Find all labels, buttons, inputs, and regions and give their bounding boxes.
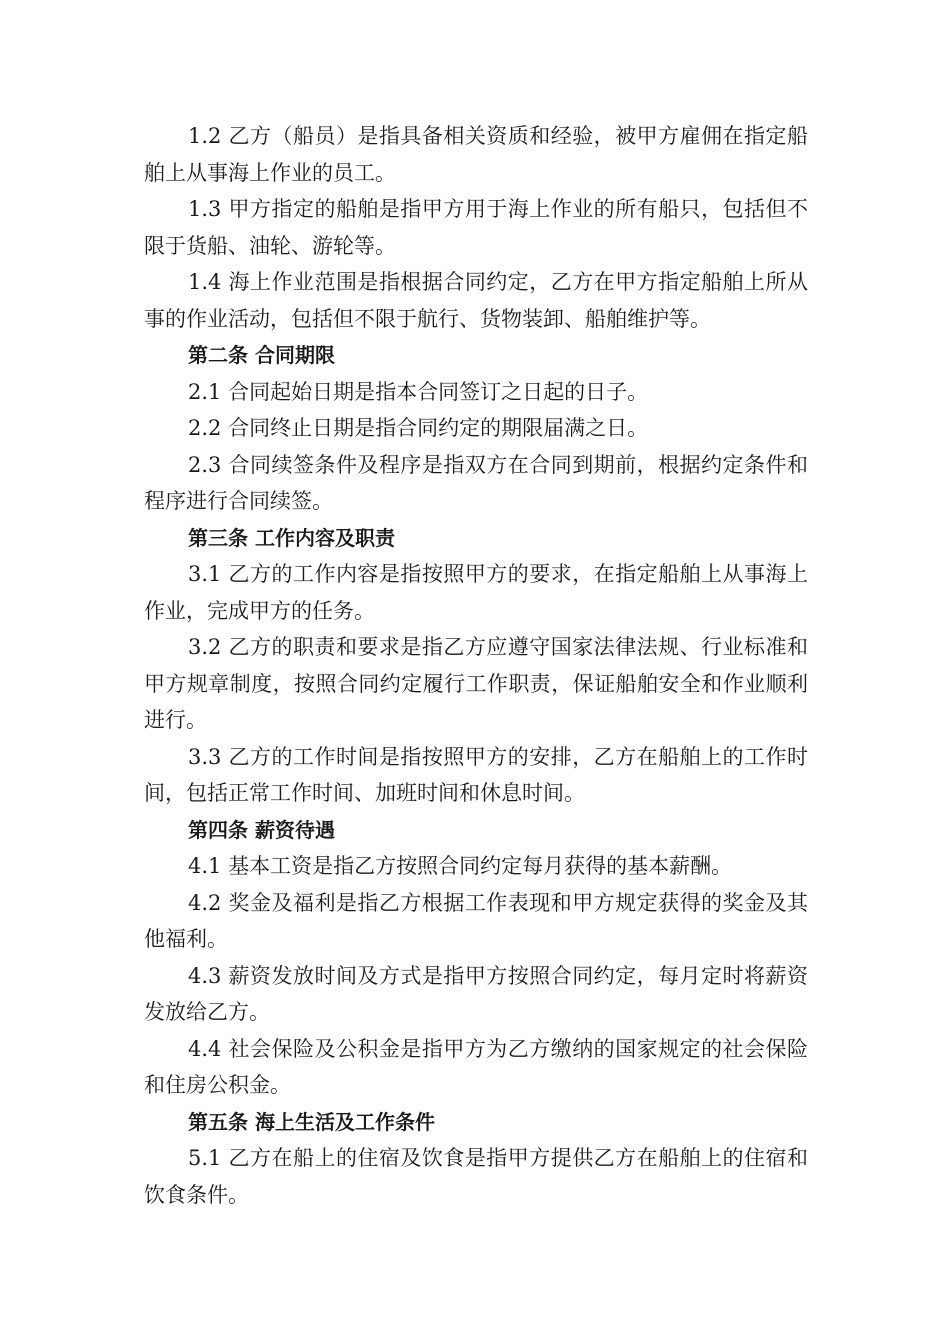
clause-3-1: 3.1 乙方的工作内容是指按照甲方的要求，在指定船舶上从事海上作业，完成甲方的任务。 (144, 562, 808, 623)
clause-5-1: 5.1 乙方在船上的住宿及饮食是指甲方提供乙方在船舶上的住宿和饮食条件。 (144, 1146, 808, 1207)
clause-4-2: 4.2 奖金及福利是指乙方根据工作表现和甲方规定获得的奖金及其他福利。 (144, 890, 808, 951)
clause-2-1: 2.1 合同起始日期是指本合同签订之日起的日子。 (188, 379, 649, 404)
clause-4-4: 4.4 社会保险及公积金是指甲方为乙方缴纳的国家规定的社会保险和住房公积金。 (144, 1036, 808, 1097)
clause-1-4: 1.4 海上作业范围是指根据合同约定，乙方在甲方指定船舶上所从事的作业活动，包括但不限于航行、货物装卸、船舶维护等。 (144, 270, 808, 331)
article-4-heading: 第四条 薪资待遇 (188, 817, 335, 842)
clause-3-2: 3.2 乙方的职责和要求是指乙方应遵守国家法律法规、行业标准和甲方规章制度，按照合同约定履行工作职责，保证船舶安全和作业顺利进行。 (144, 635, 808, 732)
clause-4-1: 4.1 基本工资是指乙方按照合同约定每月获得的基本薪酬。 (188, 854, 733, 878)
clause-1-3: 1.3 甲方指定的船舶是指甲方用于海上作业的所有船只，包括但不限于货船、油轮、游轮等。 (144, 197, 808, 258)
article-3-heading: 第三条 工作内容及职责 (188, 525, 395, 550)
clause-1-2: 1.2 乙方（船员）是指具备相关资质和经验，被甲方雇佣在指定船舶上从事海上作业的员工。 (144, 124, 808, 185)
article-2-heading: 第二条 合同期限 (188, 343, 335, 367)
clause-3-3: 3.3 乙方的工作时间是指按照甲方的安排，乙方在船舶上的工作时间，包括正常工作时间、加班时间和休息时间。 (144, 744, 808, 805)
contract-body (144, 118, 808, 1213)
clause-4-3: 4.3 薪资发放时间及方式是指甲方按照合同约定，每月定时将薪资发放给乙方。 (144, 963, 808, 1024)
clause-2-3: 2.3 合同续签条件及程序是指双方在合同到期前，根据约定条件和程序进行合同续签。 (144, 452, 808, 513)
article-5-heading: 第五条 海上生活及工作条件 (188, 1109, 435, 1134)
clause-2-2: 2.2 合同终止日期是指合同约定的期限届满之日。 (188, 416, 649, 440)
